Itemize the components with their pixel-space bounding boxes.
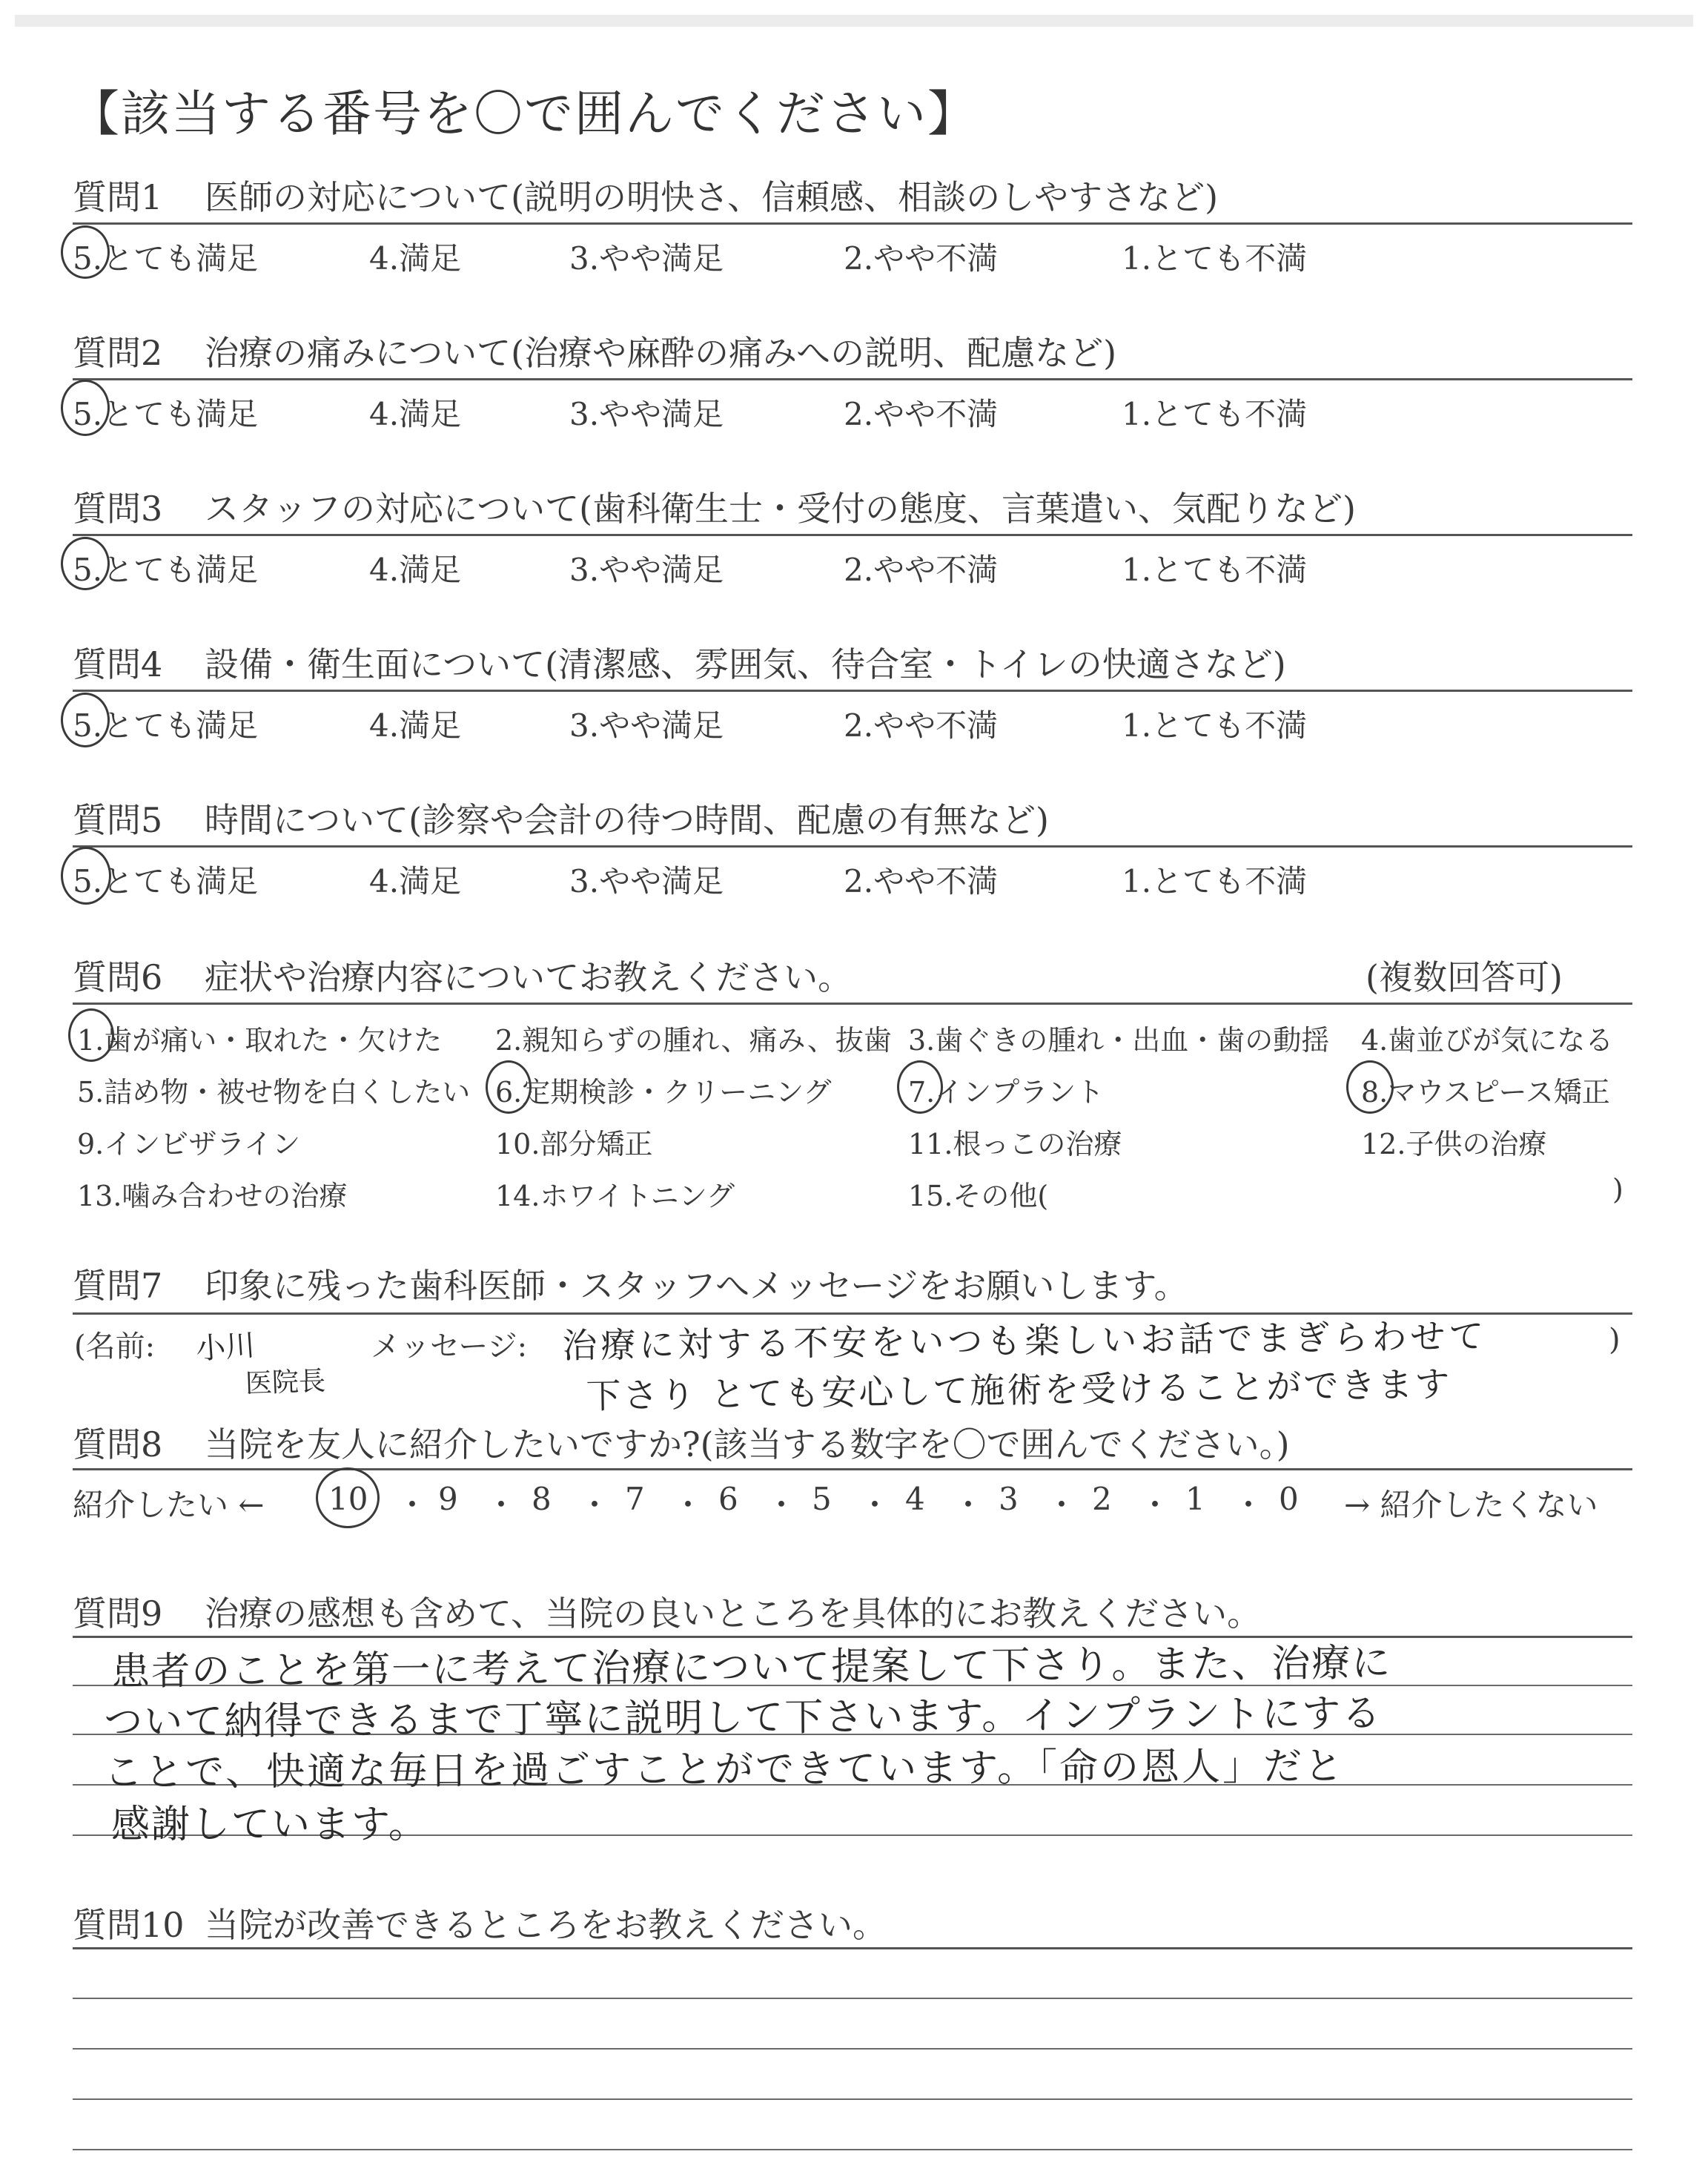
answer-line	[73, 2048, 1632, 2050]
question-text: 設備・衛生面について(清潔感、雰囲気、待合室・トイレの快適さなど)	[205, 644, 1286, 684]
q6-item-2[interactable]: 2.親知らずの腫れ、痛み、抜歯	[495, 1024, 892, 1057]
option-3[interactable]: 3.やや満足	[569, 707, 724, 744]
q6-item-1[interactable]: 1.歯が痛い・取れた・欠けた	[77, 1024, 443, 1057]
divider	[73, 378, 1632, 380]
question-8	[73, 1418, 1290, 1467]
option-4[interactable]: 4.満足	[369, 707, 462, 744]
question-number: 質問10	[73, 1905, 185, 1945]
question-number: 質問4	[73, 644, 163, 684]
option-4[interactable]: 4.満足	[369, 552, 462, 588]
question-number: 質問1	[73, 177, 163, 217]
scale-2[interactable]: 2	[1092, 1481, 1112, 1517]
option-4[interactable]: 4.満足	[369, 240, 462, 277]
answer-line	[73, 2098, 1632, 2100]
divider	[73, 534, 1632, 536]
question-number: 質問3	[73, 489, 163, 529]
option-5[interactable]: 5.とても満足	[73, 707, 259, 744]
q1-options	[73, 234, 1632, 279]
option-5[interactable]: 5.とても満足	[73, 863, 259, 899]
q6-item-15[interactable]: 15.その他(	[908, 1180, 1049, 1212]
selection-circle	[486, 1060, 532, 1114]
scale-sep: ・	[766, 1487, 798, 1523]
option-3[interactable]: 3.やや満足	[569, 240, 724, 277]
option-1[interactable]: 1.とても不満	[1122, 396, 1308, 432]
option-3[interactable]: 3.やや満足	[569, 396, 724, 432]
option-1[interactable]: 1.とても不満	[1122, 552, 1308, 588]
question-text: 時間について(診察や会計の待つ時間、配慮の有無など)	[205, 800, 1049, 840]
option-5[interactable]: 5.とても満足	[73, 240, 259, 277]
question-3	[73, 482, 1356, 531]
handwritten-message-line-1: 治療に対する不安をいつも楽しいお話でまぎらわせて	[562, 1315, 1488, 1367]
option-2[interactable]: 2.やや不満	[844, 240, 999, 277]
q6-item-11[interactable]: 11.根っこの治療	[908, 1128, 1122, 1160]
scale-sep: ・	[859, 1487, 891, 1523]
selection-circle	[61, 225, 110, 279]
question-4	[73, 638, 1286, 687]
option-4[interactable]: 4.満足	[369, 396, 462, 432]
question-number: 質問2	[73, 333, 163, 373]
scale-right-label: → 紹介したくない	[1344, 1487, 1598, 1523]
q2-options	[73, 390, 1632, 435]
scale-6[interactable]: 6	[718, 1481, 738, 1517]
q6-item-6[interactable]: 6.定期検診・クリーニング	[495, 1076, 832, 1109]
q5-options	[73, 857, 1632, 902]
option-2[interactable]: 2.やや不満	[844, 707, 999, 744]
question-text: スタッフの対応について(歯科衛生士・受付の態度、言葉遣い、気配りなど)	[205, 489, 1356, 529]
selection-circle	[61, 693, 110, 747]
scale-sep: ・	[953, 1487, 984, 1523]
divider	[73, 222, 1632, 225]
question-1	[73, 171, 1218, 219]
question-text: 治療の感想も含めて、当院の良いところを具体的にお教えください。	[205, 1593, 1262, 1634]
option-2[interactable]: 2.やや不満	[844, 396, 999, 432]
option-1[interactable]: 1.とても不満	[1122, 863, 1308, 899]
selection-circle	[897, 1060, 943, 1114]
top-edge	[15, 15, 1693, 27]
divider	[73, 1003, 1632, 1005]
handwritten-message-line-2: 下さり とても安心して施術を受けることができます	[586, 1364, 1452, 1417]
question-text: 医師の対応について(説明の明快さ、信頼感、相談のしやすさなど)	[205, 177, 1219, 217]
handwritten-title: 医院長	[245, 1366, 326, 1399]
question-6	[73, 951, 852, 1000]
question-2	[73, 326, 1116, 375]
q6-item-14[interactable]: 14.ホワイトニング	[495, 1180, 735, 1212]
q4-options	[73, 701, 1632, 746]
question-number: 質問7	[73, 1266, 163, 1306]
question-text: 当院を友人に紹介したいですか?(該当する数字を〇で囲んでください。)	[205, 1424, 1290, 1464]
option-5[interactable]: 5.とても満足	[73, 552, 259, 588]
divider	[73, 845, 1632, 848]
message-close-paren: )	[1609, 1323, 1621, 1357]
option-1[interactable]: 1.とても不満	[1122, 240, 1308, 277]
selection-circle	[316, 1467, 380, 1528]
question-number: 質問5	[73, 800, 163, 840]
selection-circle	[61, 537, 110, 590]
divider	[73, 1947, 1632, 1949]
q6-item-3[interactable]: 3.歯ぐきの腫れ・出血・歯の動揺	[908, 1024, 1330, 1057]
answer-line	[73, 2149, 1632, 2150]
question-number: 質問9	[73, 1593, 163, 1634]
option-4[interactable]: 4.満足	[369, 863, 462, 899]
scale-sep: ・	[1046, 1487, 1078, 1523]
question-10	[73, 1898, 887, 1947]
selection-circle	[1346, 1060, 1394, 1114]
scale-7[interactable]: 7	[625, 1481, 645, 1517]
option-5[interactable]: 5.とても満足	[73, 396, 259, 432]
page-title: 【該当する番号を〇で囲んでください】	[70, 85, 978, 142]
scale-sep: ・	[672, 1487, 704, 1523]
question-5	[73, 793, 1049, 842]
scale-sep: ・	[1233, 1487, 1265, 1523]
q6-item-7[interactable]: 7.インプラント	[908, 1076, 1105, 1109]
q6-item-10[interactable]: 10.部分矯正	[495, 1128, 653, 1160]
handwritten-answer-line-1: 患者のことを第一に考えて治療について提案して下さり。また、治療に	[111, 1640, 1392, 1694]
q6-item-4[interactable]: 4.歯並びが気になる	[1361, 1024, 1614, 1057]
selection-circle	[61, 380, 110, 436]
q6-item-8[interactable]: 8.マウスピース矯正	[1361, 1076, 1610, 1109]
question-number: 質問8	[73, 1424, 163, 1464]
name-label: (名前:	[74, 1330, 156, 1364]
question-text: 症状や治療内容についてお教えください。	[205, 957, 853, 997]
question-9	[73, 1587, 1261, 1636]
option-2[interactable]: 2.やや不満	[844, 552, 999, 588]
scale-sep: ・	[486, 1487, 517, 1523]
q6-item-12[interactable]: 12.子供の治療	[1361, 1128, 1547, 1160]
scale-1[interactable]: 1	[1185, 1481, 1205, 1517]
multiple-answers-note: (複数回答可)	[1366, 957, 1563, 997]
scale-sep: ・	[579, 1487, 611, 1523]
selection-circle	[61, 847, 111, 905]
option-3[interactable]: 3.やや満足	[569, 863, 724, 899]
q6-item-5[interactable]: 5.詰め物・被せ物を白くしたい	[77, 1076, 471, 1109]
option-1[interactable]: 1.とても不満	[1122, 707, 1308, 744]
option-3[interactable]: 3.やや満足	[569, 552, 724, 588]
question-7	[73, 1259, 1188, 1308]
divider	[73, 1468, 1632, 1470]
option-2[interactable]: 2.やや不満	[844, 863, 999, 899]
handwritten-answer-line-3: ことで、快適な毎日を過ごすことができています。「命の恩人」だと	[104, 1744, 1345, 1795]
scale-3[interactable]: 3	[999, 1481, 1019, 1517]
scale-0[interactable]: 0	[1279, 1481, 1299, 1517]
scale-5[interactable]: 5	[812, 1481, 832, 1517]
scale-sep: ・	[397, 1487, 428, 1523]
q6-item-13[interactable]: 13.噛み合わせの治療	[77, 1180, 348, 1212]
handwritten-answer-line-4: 感謝しています。	[111, 1803, 428, 1847]
message-label: メッセージ:	[371, 1330, 528, 1364]
question-text: 印象に残った歯科医師・スタッフへメッセージをお願いします。	[205, 1266, 1188, 1306]
q6-item-9[interactable]: 9.インビザライン	[77, 1128, 301, 1160]
question-text: 当院が改善できるところをお教えください。	[205, 1905, 887, 1945]
question-text: 治療の痛みについて(治療や麻酔の痛みへの説明、配慮など)	[205, 333, 1117, 373]
scale-10[interactable]: 10	[328, 1481, 368, 1517]
scale-9[interactable]: 9	[438, 1481, 458, 1517]
selection-circle	[68, 1008, 114, 1062]
q6-other-close: )	[1612, 1173, 1623, 1206]
recommend-scale	[73, 1472, 1632, 1524]
answer-line	[73, 1998, 1632, 1999]
scale-4[interactable]: 4	[905, 1481, 925, 1517]
scale-sep: ・	[1139, 1487, 1171, 1523]
handwritten-name: 小川	[194, 1328, 256, 1367]
handwritten-answer-line-2: ついて納得できるまで丁寧に説明して下さいます。インプラントにする	[104, 1691, 1383, 1745]
scale-8[interactable]: 8	[532, 1481, 552, 1517]
divider	[73, 690, 1632, 692]
scale-left-label: 紹介したい ←	[73, 1487, 265, 1523]
q3-options	[73, 546, 1632, 590]
question-number: 質問6	[73, 957, 163, 997]
